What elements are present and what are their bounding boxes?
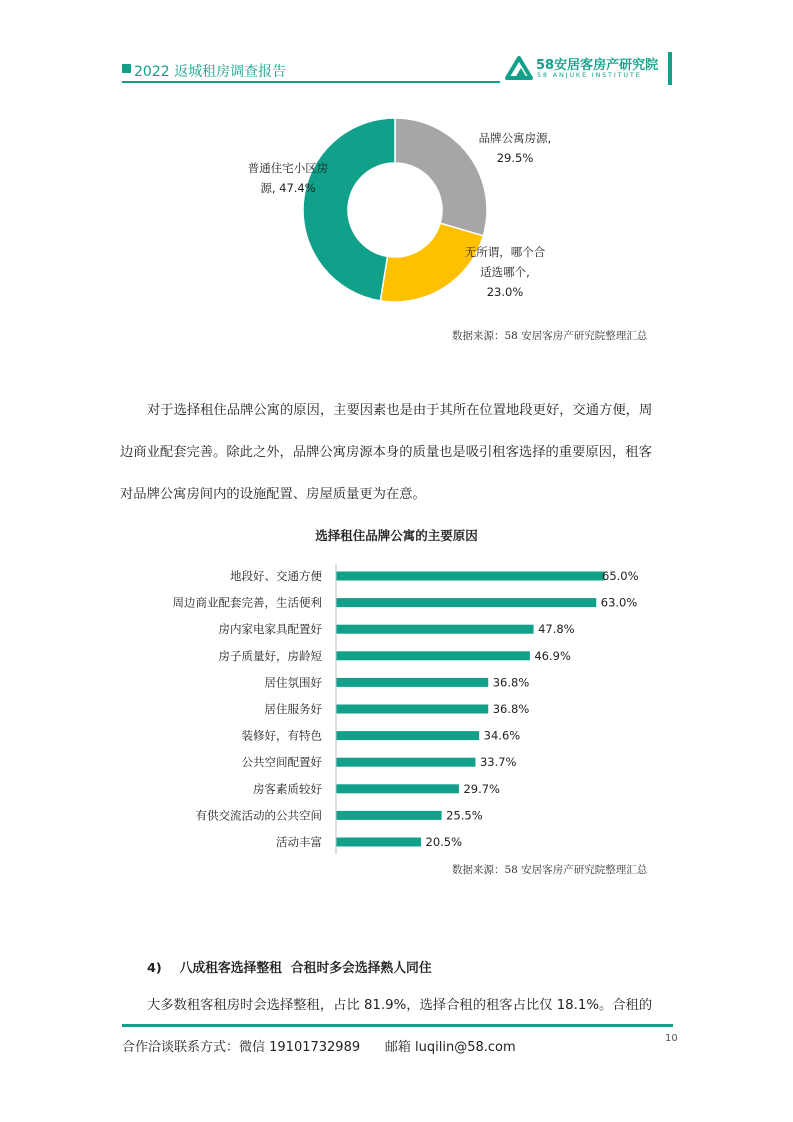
bar-value-label: 36.8%: [492, 675, 530, 690]
bar-category-label: 房子质量好，房龄短: [218, 648, 322, 663]
pie-label-ordinary-line1: 普通住宅小区房: [247, 161, 329, 175]
bar: [337, 784, 459, 793]
bar-category-label: 房客素质较好: [253, 781, 322, 796]
bar: [337, 811, 442, 820]
bar-value-label: 33.7%: [479, 755, 517, 770]
pie-label-ordinary: [238, 158, 338, 198]
section-heading: 4) 八成租客选择整租 合租时多会选择熟人同住: [147, 961, 432, 976]
pie-label-ordinary-line2: 源, 47.4%: [260, 181, 316, 195]
bar-value-label: 65.0%: [602, 569, 639, 583]
bar: [337, 625, 534, 634]
logo-name: 58安居客房产研究院: [536, 58, 659, 73]
pie-label-any-line1: 无所谓，哪个合: [464, 245, 546, 259]
bar-value-label: 20.5%: [425, 835, 463, 849]
paragraph-line-1: 对于选择租住品牌公寓的原因，主要因素也是由于其所在位置地段更好，交通方便，周: [147, 403, 653, 418]
page-number: 10: [665, 1033, 678, 1044]
paragraph-line-2: 边商业配套完善。除此之外，品牌公寓房源本身的质量也是吸引租客选择的重要原因，租客: [120, 445, 652, 460]
section-text: 大多数租客租房时会选择整租，占比 81.9%，选择合租的租客占比仅 18.1%。合租的: [147, 998, 653, 1013]
logo-subtitle: 58 ANJUKE INSTITUTE: [537, 71, 642, 79]
pie-label-any-line3: 23.0%: [486, 285, 524, 299]
bar-value-label: 47.8%: [538, 622, 575, 637]
pie-label-brand: [470, 128, 560, 168]
bar: [337, 651, 530, 660]
bar: [337, 572, 605, 581]
bar: [337, 705, 489, 714]
bar-value-label: 25.5%: [446, 808, 483, 823]
bar: [337, 838, 422, 847]
logo-bar: [668, 52, 672, 85]
pie-label-any-line2: 适选哪个,: [480, 265, 530, 279]
bar: [337, 758, 476, 767]
bar-category-label: 居住服务好: [264, 702, 322, 716]
header-rule: [122, 81, 500, 83]
pie-label-any: [458, 242, 552, 302]
bar-category-label: 装修好，有特色: [241, 728, 322, 743]
paragraph-line-3: 对品牌公寓房间内的设施配置、房屋质量更为在意。: [120, 487, 426, 502]
bar-category-label: 活动丰富: [276, 835, 322, 849]
report-title: 2022 返城租房调查报告: [134, 64, 287, 80]
bar-value-label: 36.8%: [492, 702, 530, 716]
bar-category-label: 房内家电家具配置好: [218, 622, 322, 637]
pie-label-brand-line1: 品牌公寓房源,: [478, 131, 552, 145]
bar-source-note: 数据来源：58 安居客房产研究院整理汇总: [452, 864, 648, 876]
bar-category-label: 公共空间配置好: [241, 755, 322, 770]
footer-rule: [122, 1024, 673, 1027]
bar-chart-title: 选择租住品牌公寓的主要原因: [315, 528, 478, 543]
bar-category-label: 居住氛围好: [264, 675, 322, 690]
bar-value-label: 29.7%: [463, 781, 501, 796]
donut-slice-2: [303, 118, 395, 301]
header-accent-square: [122, 64, 131, 73]
bar-category-label: 有供交流活动的公共空间: [195, 808, 322, 823]
bar-chart: [120, 562, 673, 858]
bar: [337, 678, 489, 687]
pie-source-note: 数据来源：58 安居客房产研究院整理汇总: [452, 330, 648, 342]
bar-category-label: 地段好、交通方便: [230, 569, 322, 583]
footer-contact: 合作洽谈联系方式：微信 19101732989 邮箱 luqilin@58.com: [122, 1040, 516, 1055]
pie-label-brand-line2: 29.5%: [496, 151, 534, 165]
bar-category-label: 周边商业配套完善，生活便利: [172, 595, 322, 610]
bar: [337, 598, 597, 607]
bar: [337, 731, 480, 740]
bar-value-label: 46.9%: [534, 648, 571, 663]
bar-value-label: 34.6%: [483, 728, 521, 743]
bar-value-label: 63.0%: [600, 595, 638, 610]
